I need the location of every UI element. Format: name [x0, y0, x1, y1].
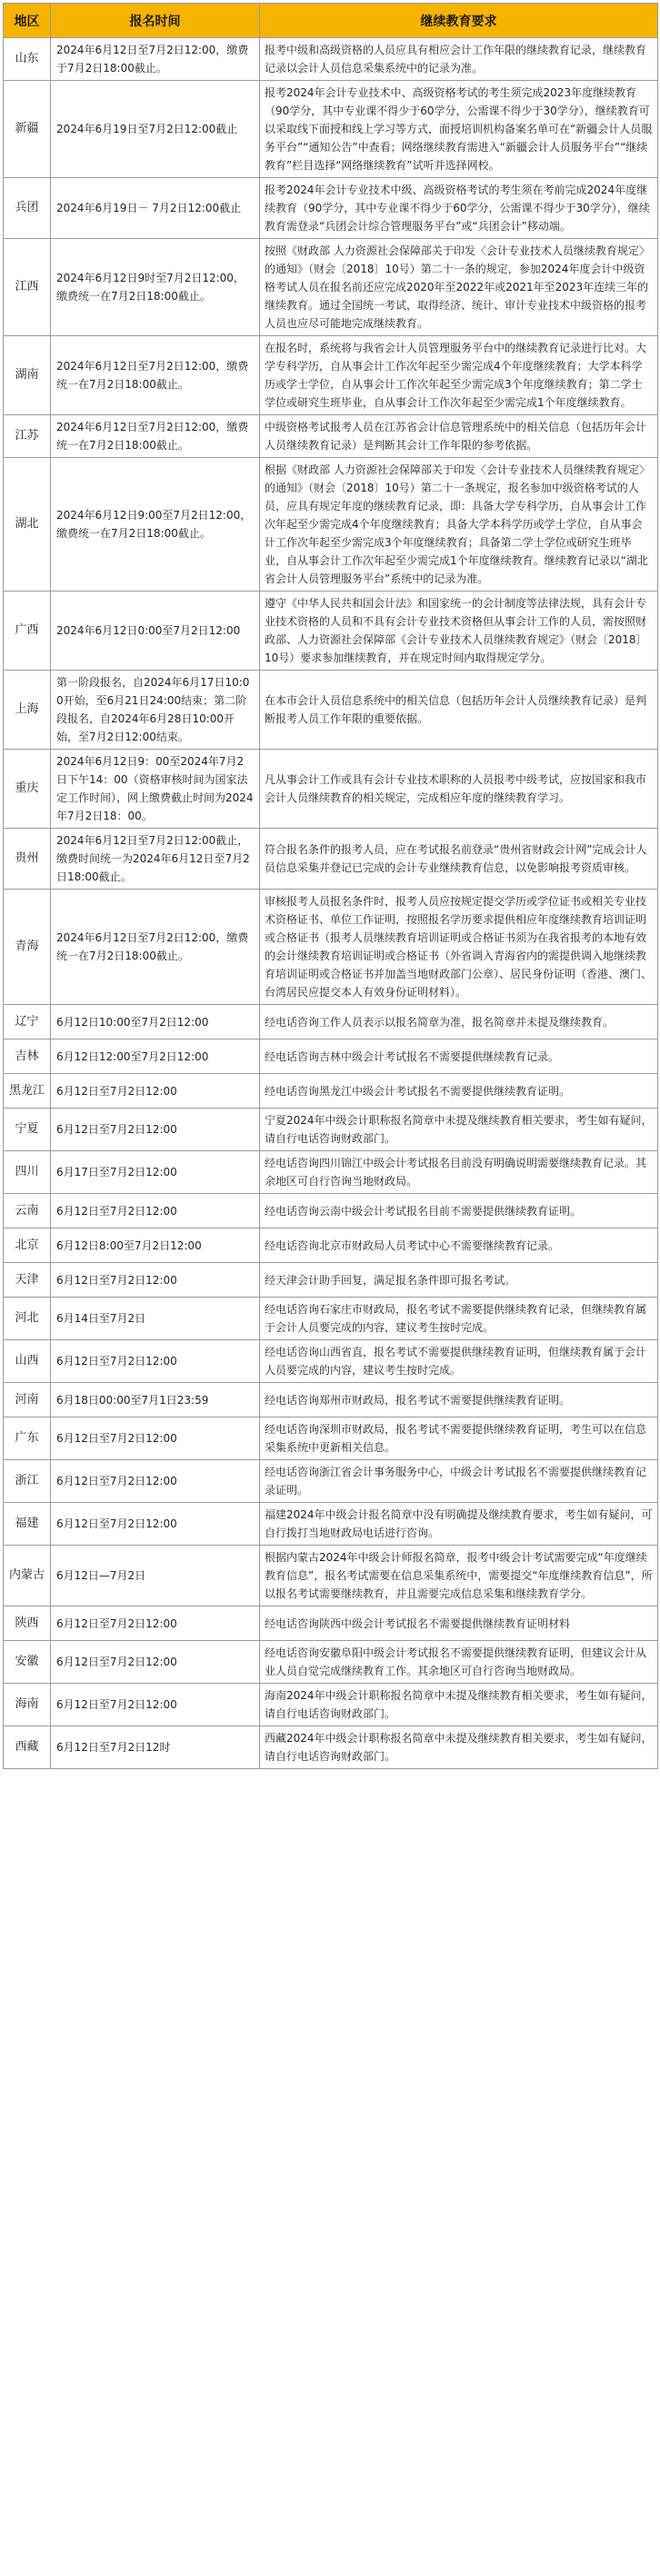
registration-time-cell: 6月12日8:00至7月2日12:00: [51, 1228, 260, 1263]
table-row: [4, 1340, 658, 1383]
table-row: [4, 1151, 658, 1194]
region-cell: 天津: [4, 1263, 51, 1298]
region-cell: 陕西: [4, 1606, 51, 1641]
registration-time-cell: 6月18日00:00至7月1日23:59: [51, 1383, 260, 1417]
registration-time-cell: 2024年6月12日至7月2日12:00，缴费统一在7月2日18:00截止。: [51, 890, 260, 1005]
table-row: [4, 1503, 658, 1546]
region-cell: 河南: [4, 1383, 51, 1417]
education-requirement-cell: 经电话咨询郑州市财政局，报名考试不需要提供继续教育证明。: [260, 1383, 658, 1417]
region-cell: 西藏: [4, 1726, 51, 1769]
registration-time-cell: 6月12日至7月2日12:00: [51, 1109, 260, 1151]
region-cell: 江苏: [4, 415, 51, 458]
table-row: [4, 592, 658, 671]
table-row: [4, 1417, 658, 1460]
region-cell: 黑龙江: [4, 1074, 51, 1109]
region-cell: 上海: [4, 671, 51, 750]
table-row: [4, 1606, 658, 1641]
table-row: [4, 890, 658, 1005]
region-cell: 广东: [4, 1417, 51, 1460]
region-cell: 广西: [4, 592, 51, 671]
table-row: [4, 1641, 658, 1684]
region-cell: 兵团: [4, 178, 51, 239]
education-requirement-cell: 按照《财政部 人力资源社会保障部关于印发〈会计专业技术人员继续教育规定〉的通知》（财会〔2018〕10号）第二十一条的规定，参加2024年度会计中级资格考试人员在报名前还应完成2020年至2022年或2021年至2023年连续三年的继续教育。通过全国统一考试，取得经济、统计、审计专业技术中级资格的报考人员也应尽可能地完成继续教育。: [260, 239, 658, 336]
region-cell: 贵州: [4, 829, 51, 890]
education-requirement-cell: 经电话咨询云南中级会计考试报名目前不需要提供继续教育证明。: [260, 1194, 658, 1228]
region-cell: 安徽: [4, 1641, 51, 1684]
education-requirement-cell: 福建2024年中级会计报名简章中没有明确提及继续教育要求，考生如有疑问，可自行拨打当地财政局电话进行咨询。: [260, 1503, 658, 1546]
table-row: [4, 81, 658, 178]
registration-time-cell: 6月12日至7月2日12:00: [51, 1263, 260, 1298]
education-requirement-cell: 报考2024年会计专业技术中、高级资格考试的考生须完成2023年度继续教育（90学分，其中专业课不得少于60学分，公需课不得少于30学分），继续教育可以采取线下面授和线上学习等方式，面授培训机构备案名单可在“新疆会计人员服务平台”“通知公告”中查看；网络继续教育需进入“新疆会计人员服务平台”“继续教育”栏目选择“网络继续教育”试听并选择网校。: [260, 81, 658, 178]
region-cell: 河北: [4, 1298, 51, 1340]
table-row: [4, 1460, 658, 1503]
table-row: [4, 750, 658, 829]
region-cell: 宁夏: [4, 1109, 51, 1151]
header-registration-time: 报名时间: [51, 4, 260, 38]
continuing-education-table: [3, 3, 658, 1769]
education-requirement-cell: 经电话咨询石家庄市财政局，报名考试不需要提供继续教育记录，但继续教育属于会计人员要完成的内容，建议考生按时完成。: [260, 1298, 658, 1340]
registration-time-cell: 6月12日至7月2日12:00: [51, 1684, 260, 1726]
education-requirement-cell: 经电话咨询山西省直，报名考试不需要提供继续教育证明，但继续教育属于会计人员要完成的内容，建议考生按时完成。: [260, 1340, 658, 1383]
table-row: [4, 38, 658, 81]
region-cell: 吉林: [4, 1039, 51, 1074]
registration-time-cell: 6月12日至7月2日12:00: [51, 1606, 260, 1641]
registration-time-cell: 6月12日至7月2日12:00: [51, 1340, 260, 1383]
education-requirement-cell: 经天津会计助手回复，满足报名条件即可报名考试。: [260, 1263, 658, 1298]
region-cell: 海南: [4, 1684, 51, 1726]
registration-time-cell: 2024年6月12日至7月2日12:00，缴费统一在7月2日18:00截止。: [51, 415, 260, 458]
registration-time-cell: 第一阶段报名，自2024年6月17日10:00开始，至6月21日24:00结束；第二阶段报名，自2024年6月28日10:00开始，至7月2日12:00结束。: [51, 671, 260, 750]
region-cell: 湖南: [4, 336, 51, 415]
education-requirement-cell: 经电话咨询吉林中级会计考试报名不需要提供继续教育记录。: [260, 1039, 658, 1074]
region-cell: 云南: [4, 1194, 51, 1228]
region-cell: 浙江: [4, 1460, 51, 1503]
registration-time-cell: 2024年6月12日至7月2日12:00，缴费统一在7月2日18:00截止。: [51, 336, 260, 415]
education-requirement-cell: 凡从事会计工作或具有会计专业技术职称的人员报考中级考试，应按国家和我市会计人员继续教育的相关规定，完成相应年度的继续教育学习。: [260, 750, 658, 829]
registration-time-cell: 6月12日至7月2日12时: [51, 1726, 260, 1769]
region-cell: 重庆: [4, 750, 51, 829]
region-cell: 青海: [4, 890, 51, 1005]
education-requirement-cell: 报考2024年会计专业技术中级、高级资格考试的考生须在考前完成2024年度继续教育（90学分，其中专业课不得少于60学分，公需课不得少于30学分），继续教育需登录“兵团会计综合管理服务平台”或“兵团会计”移动端。: [260, 178, 658, 239]
education-requirement-cell: 遵守《中华人民共和国会计法》和国家统一的会计制度等法律法规，具有会计专业技术资格的人员和不具有会计专业技术资格但从事会计工作的人员，需按照财政部、人力资源社会保障部《会计专业技术人员继续教育规定》（财会〔2018〕10号）要求参加继续教育，并在规定时间内取得规定学分。: [260, 592, 658, 671]
table-row: [4, 239, 658, 336]
registration-time-cell: 2024年6月12日9：00至2024年7月2日下午14：00（资格审核时间为国家法定工作时间），网上缴费截止时间为2024年7月2日18：00。: [51, 750, 260, 829]
table-row: [4, 1263, 658, 1298]
table-body: [4, 38, 658, 1769]
region-cell: 福建: [4, 1503, 51, 1546]
table-row: [4, 1383, 658, 1417]
registration-time-cell: 6月12日至7月2日12:00: [51, 1460, 260, 1503]
registration-time-cell: 2024年6月12日至7月2日12:00，缴费于7月2日18:00截止。: [51, 38, 260, 81]
region-cell: 辽宁: [4, 1005, 51, 1039]
table-row: [4, 415, 658, 458]
registration-time-cell: 6月12日12:00至7月2日12:00: [51, 1039, 260, 1074]
region-cell: 新疆: [4, 81, 51, 178]
education-requirement-cell: 经电话咨询工作人员表示以报名简章为准，报名简章并未提及继续教育。: [260, 1005, 658, 1039]
education-requirement-cell: 经电话咨询安徽阜阳中级会计考试报名不需要提供继续教育证明，但建议会计从业人员自觉完成继续教育工作。其余地区可自行咨询当地财政局。: [260, 1641, 658, 1684]
region-cell: 山东: [4, 38, 51, 81]
registration-time-cell: 6月12日10:00至7月2日12:00: [51, 1005, 260, 1039]
registration-time-cell: 6月12日至7月2日12:00: [51, 1417, 260, 1460]
table-row: [4, 671, 658, 750]
table-row: [4, 1298, 658, 1340]
table-row: [4, 336, 658, 415]
registration-time-cell: 6月12日至7月2日12:00: [51, 1074, 260, 1109]
header-region: 地区: [4, 4, 51, 38]
table-row: [4, 1109, 658, 1151]
table-row: [4, 829, 658, 890]
education-requirement-cell: 经电话咨询北京市财政局人员考试中心不需要继续教育记录。: [260, 1228, 658, 1263]
registration-time-cell: 6月17日至7月2日12:00: [51, 1151, 260, 1194]
education-requirement-cell: 经电话咨询浙江省会计事务服务中心，中级会计考试报名不需要提供继续教育记录证明。: [260, 1460, 658, 1503]
education-requirement-cell: 报考中级和高级资格的人员应具有相应会计工作年限的继续教育记录，继续教育记录以会计人员信息采集系统中的记录为准。: [260, 38, 658, 81]
table-header-row: [4, 4, 658, 38]
table-row: [4, 1194, 658, 1228]
education-requirement-cell: 中级资格考试报考人员在江苏省会计信息管理系统中的相关信息（包括历年会计人员继续教育记录）是判断其会计工作年限的参考依据。: [260, 415, 658, 458]
registration-time-cell: 6月12日至7月2日12:00: [51, 1641, 260, 1684]
education-requirement-cell: 根据《财政部 人力资源社会保障部关于印发〈会计专业技术人员继续教育规定〉的通知》（财会〔2018〕10号）第二十一条规定，报名参加中级资格考试的人员，应具有规定年度的继续教育记录，即：具备大学专科学历，自从事会计工作次年起至少需完成4个年度继续教育；具备大学本科学历或学士学位，自从事会计工作次年起至少需完成3个年度继续教育；具备第二学士学位或研究生班毕业，自从事会计工作次年起至少需完成1个年度继续教育。继续教育记录以“湖北省会计人员管理服务平台”系统中的记录为准。: [260, 458, 658, 592]
region-cell: 北京: [4, 1228, 51, 1263]
education-requirement-cell: 根据内蒙古2024年中级会计师报名简章，报考中级会计考试需要完成“年度继续教育信息”，报名考试需要在信息采集系统中，需要提交“年度继续教育信息”，所以报名考试需要继续教育，并且需要完成信息采集和继续教育学分。: [260, 1546, 658, 1606]
region-cell: 山西: [4, 1340, 51, 1383]
region-cell: 湖北: [4, 458, 51, 592]
education-requirement-cell: 在报名时，系统将与我省会计人员管理服务平台中的继续教育记录进行比对。大学专科学历，自从事会计工作次年起至少需完成4个年度继续教育；大学本科学历或学士学位，自从事会计工作次年起至少需完成3个年度继续教育；第二学士学位或研究生班毕业，自从事会计工作次年起至少需完成1个年度继续教育。: [260, 336, 658, 415]
registration-time-cell: 2024年6月12日9:00至7月2日12:00，缴费统一在7月2日18:00截止。: [51, 458, 260, 592]
education-requirement-cell: 经电话咨询黑龙江中级会计考试报名不需要提供继续教育证明。: [260, 1074, 658, 1109]
registration-time-cell: 2024年6月12日9时至7月2日12:00，缴费统一在7月2日18:00截止。: [51, 239, 260, 336]
table-row: [4, 1684, 658, 1726]
education-requirement-cell: 宁夏2024年中级会计职称报名简章中未提及继续教育相关要求，考生如有疑问，请自行电话咨询财政部门。: [260, 1109, 658, 1151]
education-requirement-cell: 西藏2024年中级会计职称报名简章中未提及继续教育相关要求，考生如有疑问，请自行电话咨询财政部门。: [260, 1726, 658, 1769]
registration-time-cell: 6月12日—7月2日: [51, 1546, 260, 1606]
region-cell: 江西: [4, 239, 51, 336]
registration-time-cell: 6月14日至7月2日: [51, 1298, 260, 1340]
region-cell: 四川: [4, 1151, 51, 1194]
education-requirement-cell: 经电话咨询陕西中级会计考试报名不需要提供继续教育证明材料: [260, 1606, 658, 1641]
education-requirement-cell: 经电话咨询四川锦江中级会计考试报名目前没有明确说明需要继续教育记录。其余地区可自行咨询当地财政局。: [260, 1151, 658, 1194]
table-row: [4, 1005, 658, 1039]
registration-time-cell: 2024年6月19日－ 7月2日12:00截止: [51, 178, 260, 239]
education-requirement-cell: 在本市会计人员信息系统中的相关信息（包括历年会计人员继续教育记录）是判断报考人员工作年限的重要依据。: [260, 671, 658, 750]
education-requirement-cell: 经电话咨询深圳市财政局，报名考试不需要提供继续教育证明，考生可以在信息采集系统中更新相关信息。: [260, 1417, 658, 1460]
registration-time-cell: 6月12日至7月2日12:00: [51, 1503, 260, 1546]
registration-time-cell: 2024年6月19日至7月2日12:00截止: [51, 81, 260, 178]
table-row: [4, 178, 658, 239]
education-requirement-cell: 审核报考人员报名条件时，报考人员应按规定提交学历或学位证书或相关专业技术资格证书、单位工作证明，按照报名学历要求提供相应年度继续教育培训证明或合格证书（报考人员继续教育培训证明或合格证书须为在我省报考的本地有效的会计继续教育培训证明或合格证书（外省调入青海省内的需提供调入地继续教育培训证明或合格证书并加盖当地财政部门公章）、居民身份证明（香港、澳门、台湾居民应提交本人有效身份证明材料）。: [260, 890, 658, 1005]
table-row: [4, 1074, 658, 1109]
table-row: [4, 1039, 658, 1074]
registration-time-cell: 2024年6月12日0:00至7月2日12:00: [51, 592, 260, 671]
table-row: [4, 1228, 658, 1263]
registration-time-cell: 6月12日至7月2日12:00: [51, 1194, 260, 1228]
table-row: [4, 458, 658, 592]
education-requirement-cell: 海南2024年中级会计职称报名简章中未提及继续教育相关要求，考生如有疑问，请自行电话咨询财政部门。: [260, 1684, 658, 1726]
table-row: [4, 1726, 658, 1769]
education-requirement-cell: 符合报名条件的报考人员，应在考试报名前登录“贵州省财政会计网”完成会计人员信息采集并登记已完成的会计专业继续教育信息，以免影响报考资质审核。: [260, 829, 658, 890]
registration-time-cell: 2024年6月12日至7月2日12:00截止，缴费时间统一为2024年6月12日至7月2日18:00截止。: [51, 829, 260, 890]
region-cell: 内蒙古: [4, 1546, 51, 1606]
header-education-requirement: 继续教育要求: [260, 4, 658, 38]
table-row: [4, 1546, 658, 1606]
